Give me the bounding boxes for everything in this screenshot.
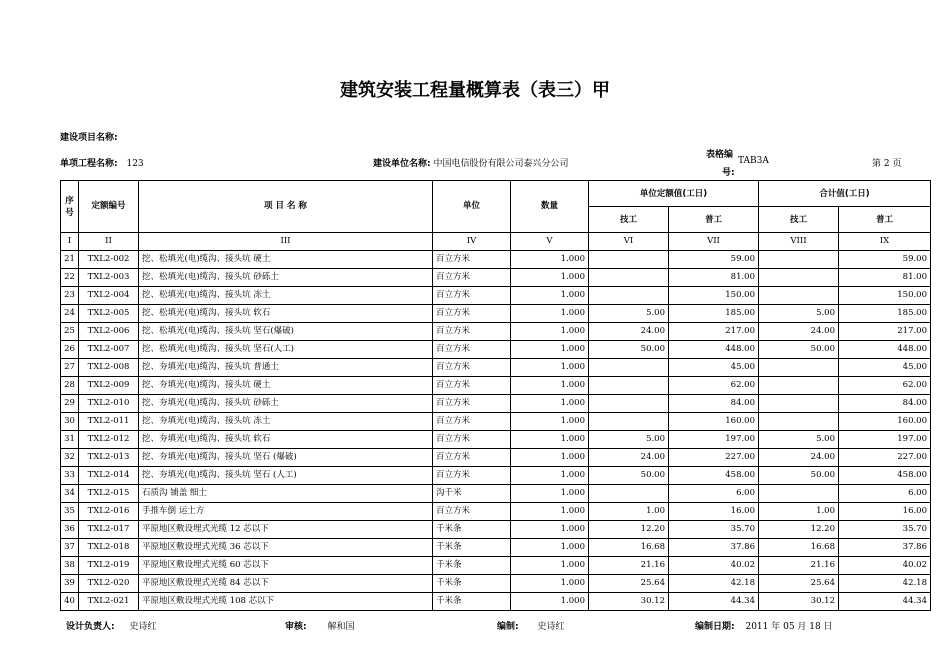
roman-cell: VI (589, 233, 669, 251)
row-item-name: 挖、松填光(电)缆沟、接头坑 硬土 (139, 251, 433, 269)
row-item-name: 挖、松填光(电)缆沟、接头坑 坚石(人工) (139, 341, 433, 359)
header-unit: 单位 (433, 181, 511, 233)
row-unit-general: 448.00 (669, 341, 759, 359)
header-total-general: 普工 (839, 207, 931, 233)
row-total-general: 217.00 (839, 323, 931, 341)
row-total-general: 6.00 (839, 485, 931, 503)
row-unit: 百立方米 (433, 323, 511, 341)
row-qty: 1.000 (511, 359, 589, 377)
row-qty: 1.000 (511, 287, 589, 305)
row-unit-tech (589, 287, 669, 305)
row-seq: 27 (61, 359, 79, 377)
header-total-tech: 技工 (759, 207, 839, 233)
row-item-name: 平原地区敷设埋式光缆 12 芯以下 (139, 521, 433, 539)
footer-date (695, 619, 833, 632)
sub-project-value: 123 (126, 159, 144, 169)
row-code: TXL2-016 (79, 503, 139, 521)
row-item-name: 挖、夯填光(电)缆沟、接头坑 普通土 (139, 359, 433, 377)
table-row (61, 395, 931, 413)
row-item-name: 平原地区敷设埋式光缆 84 芯以下 (139, 575, 433, 593)
row-seq: 38 (61, 557, 79, 575)
table-row (61, 521, 931, 539)
date-value: 2011 年 05 月 18 日 (745, 622, 833, 632)
row-code: TXL2-019 (79, 557, 139, 575)
header-code: 定额编号 (79, 181, 139, 233)
row-total-tech (759, 269, 839, 287)
row-code: TXL2-006 (79, 323, 139, 341)
row-code: TXL2-002 (79, 251, 139, 269)
row-item-name: 挖、夯填光(电)缆沟、接头坑 冻土 (139, 413, 433, 431)
row-total-tech: 25.64 (759, 575, 839, 593)
row-item-name: 挖、夯填光(电)缆沟、接头坑 软石 (139, 431, 433, 449)
header-seq-line2: 号 (65, 207, 74, 218)
row-code: TXL2-004 (79, 287, 139, 305)
row-seq: 37 (61, 539, 79, 557)
row-total-tech: 1.00 (759, 503, 839, 521)
roman-cell: V (511, 233, 589, 251)
row-total-tech (759, 395, 839, 413)
row-total-general: 59.00 (839, 251, 931, 269)
date-label: 编制日期: (695, 622, 735, 632)
row-unit-tech: 1.00 (589, 503, 669, 521)
row-item-name: 挖、夯填光(电)缆沟、接头坑 坚石 (人工) (139, 467, 433, 485)
row-unit: 千米条 (433, 575, 511, 593)
estimate-table (60, 180, 931, 611)
row-unit-general: 16.00 (669, 503, 759, 521)
row-unit: 沟千米 (433, 485, 511, 503)
row-code: TXL2-005 (79, 305, 139, 323)
row-unit: 百立方米 (433, 341, 511, 359)
row-qty: 1.000 (511, 323, 589, 341)
editor-label: 编制: (497, 622, 519, 632)
row-unit: 百立方米 (433, 413, 511, 431)
row-item-name: 手推车倒 运土方 (139, 503, 433, 521)
row-total-tech (759, 251, 839, 269)
row-seq: 35 (61, 503, 79, 521)
row-unit-general: 81.00 (669, 269, 759, 287)
row-unit-general: 42.18 (669, 575, 759, 593)
row-total-tech: 24.00 (759, 449, 839, 467)
table-row (61, 485, 931, 503)
form-no-label-line2: 号: (722, 168, 735, 178)
row-unit: 千米条 (433, 593, 511, 611)
row-total-tech (759, 485, 839, 503)
header-unit-tech: 技工 (589, 207, 669, 233)
roman-row (61, 233, 931, 251)
row-total-tech (759, 413, 839, 431)
row-total-tech: 50.00 (759, 467, 839, 485)
row-unit-tech (589, 485, 669, 503)
row-total-tech: 24.00 (759, 323, 839, 341)
row-unit: 百立方米 (433, 503, 511, 521)
row-total-general: 185.00 (839, 305, 931, 323)
table-row (61, 503, 931, 521)
row-total-tech: 30.12 (759, 593, 839, 611)
table-row (61, 341, 931, 359)
row-total-tech: 50.00 (759, 341, 839, 359)
row-seq: 36 (61, 521, 79, 539)
header-total-value: 合计值(工日) (759, 181, 931, 207)
row-seq: 26 (61, 341, 79, 359)
row-seq: 34 (61, 485, 79, 503)
row-seq: 32 (61, 449, 79, 467)
row-qty: 1.000 (511, 431, 589, 449)
row-qty: 1.000 (511, 575, 589, 593)
form-no-label-line1: 表格编 (706, 150, 734, 160)
header-unit-general: 普工 (669, 207, 759, 233)
row-unit: 百立方米 (433, 431, 511, 449)
row-total-general: 37.86 (839, 539, 931, 557)
row-seq: 24 (61, 305, 79, 323)
row-unit-tech: 24.00 (589, 449, 669, 467)
builder-value: 中国电信股份有限公司泰兴分公司 (433, 159, 569, 169)
row-qty: 1.000 (511, 539, 589, 557)
header-item: 项 目 名 称 (139, 181, 433, 233)
row-code: TXL2-015 (79, 485, 139, 503)
row-qty: 1.000 (511, 557, 589, 575)
reviewer-value: 解和国 (327, 622, 355, 632)
reviewer-label: 审核: (285, 622, 307, 632)
row-item-name: 平原地区敷设埋式光缆 108 芯以下 (139, 593, 433, 611)
row-unit: 百立方米 (433, 305, 511, 323)
roman-cell: IV (433, 233, 511, 251)
row-item-name: 挖、松填光(电)缆沟、接头坑 软石 (139, 305, 433, 323)
sub-project-label: 单项工程名称: (60, 159, 118, 169)
row-unit-general: 150.00 (669, 287, 759, 305)
footer-editor (497, 619, 565, 632)
row-unit: 百立方米 (433, 377, 511, 395)
row-code: TXL2-008 (79, 359, 139, 377)
row-unit-tech: 21.16 (589, 557, 669, 575)
row-seq: 22 (61, 269, 79, 287)
table-row (61, 287, 931, 305)
table-row (61, 467, 931, 485)
row-qty: 1.000 (511, 449, 589, 467)
builder-label: 建设单位名称: (373, 159, 431, 169)
row-unit-general: 44.34 (669, 593, 759, 611)
row-unit-tech (589, 359, 669, 377)
row-code: TXL2-011 (79, 413, 139, 431)
row-unit-general: 84.00 (669, 395, 759, 413)
row-qty: 1.000 (511, 305, 589, 323)
row-unit: 百立方米 (433, 251, 511, 269)
form-no-value: TAB3A (738, 156, 769, 166)
row-unit-general: 185.00 (669, 305, 759, 323)
row-item-name: 挖、松填光(电)缆沟、接头坑 冻土 (139, 287, 433, 305)
editor-value: 史诗红 (537, 622, 565, 632)
table-row (61, 557, 931, 575)
row-unit: 百立方米 (433, 359, 511, 377)
row-item-name: 挖、夯填光(电)缆沟、接头坑 砂砾土 (139, 395, 433, 413)
row-unit-tech: 30.12 (589, 593, 669, 611)
row-unit-tech: 50.00 (589, 467, 669, 485)
row-item-name: 挖、松填光(电)缆沟、接头坑 坚石(爆破) (139, 323, 433, 341)
row-total-general: 160.00 (839, 413, 931, 431)
row-qty: 1.000 (511, 269, 589, 287)
row-seq: 40 (61, 593, 79, 611)
row-total-tech: 12.20 (759, 521, 839, 539)
row-seq: 33 (61, 467, 79, 485)
row-unit-general: 35.70 (669, 521, 759, 539)
table-row (61, 413, 931, 431)
table-row (61, 593, 931, 611)
row-total-general: 45.00 (839, 359, 931, 377)
table-row (61, 575, 931, 593)
row-seq: 31 (61, 431, 79, 449)
page-number: 第 2 页 (872, 159, 902, 169)
row-code: TXL2-014 (79, 467, 139, 485)
row-qty: 1.000 (511, 521, 589, 539)
row-unit-general: 45.00 (669, 359, 759, 377)
header-seq (61, 181, 79, 233)
row-unit-tech (589, 413, 669, 431)
roman-cell: I (61, 233, 79, 251)
row-unit-general: 40.02 (669, 557, 759, 575)
row-unit-tech: 16.68 (589, 539, 669, 557)
roman-cell: III (139, 233, 433, 251)
row-qty: 1.000 (511, 377, 589, 395)
row-unit-tech: 5.00 (589, 305, 669, 323)
row-seq: 25 (61, 323, 79, 341)
row-total-general: 81.00 (839, 269, 931, 287)
row-total-general: 44.34 (839, 593, 931, 611)
row-qty: 1.000 (511, 251, 589, 269)
row-unit-tech: 12.20 (589, 521, 669, 539)
row-unit-tech: 5.00 (589, 431, 669, 449)
page-title: 建筑安装工程量概算表（表三）甲 (340, 80, 610, 101)
footer-designer (66, 619, 157, 632)
footer-reviewer (285, 619, 355, 632)
row-total-tech: 5.00 (759, 305, 839, 323)
row-unit-general: 197.00 (669, 431, 759, 449)
row-seq: 29 (61, 395, 79, 413)
table-row (61, 269, 931, 287)
row-item-name: 挖、夯填光(电)缆沟、接头坑 硬土 (139, 377, 433, 395)
row-seq: 23 (61, 287, 79, 305)
row-total-general: 197.00 (839, 431, 931, 449)
row-code: TXL2-010 (79, 395, 139, 413)
row-code: TXL2-009 (79, 377, 139, 395)
row-total-general: 227.00 (839, 449, 931, 467)
row-total-general: 42.18 (839, 575, 931, 593)
row-qty: 1.000 (511, 413, 589, 431)
row-unit-tech: 25.64 (589, 575, 669, 593)
roman-cell: IX (839, 233, 931, 251)
header-unit-value: 单位定额值(工日) (589, 181, 759, 207)
designer-label: 设计负责人: (66, 622, 115, 632)
row-qty: 1.000 (511, 395, 589, 413)
row-total-tech: 16.68 (759, 539, 839, 557)
table-row (61, 305, 931, 323)
table-row (61, 449, 931, 467)
table-row (61, 251, 931, 269)
row-total-general: 35.70 (839, 521, 931, 539)
row-code: TXL2-017 (79, 521, 139, 539)
row-unit: 百立方米 (433, 449, 511, 467)
sub-project-row (60, 156, 144, 169)
row-code: TXL2-007 (79, 341, 139, 359)
row-code: TXL2-018 (79, 539, 139, 557)
project-name-row (60, 130, 118, 143)
row-code: TXL2-003 (79, 269, 139, 287)
row-unit-tech (589, 269, 669, 287)
row-total-general: 84.00 (839, 395, 931, 413)
row-item-name: 石质沟 铺盖 细土 (139, 485, 433, 503)
row-item-name: 平原地区敷设埋式光缆 36 芯以下 (139, 539, 433, 557)
row-unit: 千米条 (433, 521, 511, 539)
roman-cell: VII (669, 233, 759, 251)
row-unit-general: 227.00 (669, 449, 759, 467)
row-unit: 千米条 (433, 539, 511, 557)
row-total-tech (759, 377, 839, 395)
project-name-label: 建设项目名称: (60, 133, 118, 143)
row-unit-general: 458.00 (669, 467, 759, 485)
row-seq: 39 (61, 575, 79, 593)
row-total-tech: 21.16 (759, 557, 839, 575)
row-unit: 百立方米 (433, 395, 511, 413)
row-seq: 21 (61, 251, 79, 269)
row-seq: 28 (61, 377, 79, 395)
row-total-tech (759, 287, 839, 305)
row-unit-tech (589, 395, 669, 413)
row-unit-general: 160.00 (669, 413, 759, 431)
row-unit: 百立方米 (433, 269, 511, 287)
designer-value: 史诗红 (129, 622, 157, 632)
row-code: TXL2-021 (79, 593, 139, 611)
row-qty: 1.000 (511, 485, 589, 503)
row-total-tech (759, 359, 839, 377)
row-unit-general: 37.86 (669, 539, 759, 557)
row-unit-general: 217.00 (669, 323, 759, 341)
row-unit: 百立方米 (433, 467, 511, 485)
roman-cell: VIII (759, 233, 839, 251)
row-code: TXL2-012 (79, 431, 139, 449)
row-unit-general: 59.00 (669, 251, 759, 269)
table-row (61, 323, 931, 341)
row-unit-tech (589, 377, 669, 395)
row-unit: 百立方米 (433, 287, 511, 305)
row-unit-general: 6.00 (669, 485, 759, 503)
row-seq: 30 (61, 413, 79, 431)
header-seq-line1: 序 (65, 195, 74, 206)
row-unit-general: 62.00 (669, 377, 759, 395)
row-code: TXL2-020 (79, 575, 139, 593)
row-total-tech: 5.00 (759, 431, 839, 449)
row-code: TXL2-013 (79, 449, 139, 467)
row-total-general: 458.00 (839, 467, 931, 485)
row-qty: 1.000 (511, 593, 589, 611)
table-row (61, 539, 931, 557)
row-unit-tech: 24.00 (589, 323, 669, 341)
row-total-general: 448.00 (839, 341, 931, 359)
table-row (61, 431, 931, 449)
row-unit-tech: 50.00 (589, 341, 669, 359)
row-total-general: 40.02 (839, 557, 931, 575)
roman-cell: II (79, 233, 139, 251)
row-item-name: 平原地区敷设埋式光缆 60 芯以下 (139, 557, 433, 575)
table-row (61, 359, 931, 377)
row-total-general: 16.00 (839, 503, 931, 521)
row-qty: 1.000 (511, 467, 589, 485)
row-total-general: 62.00 (839, 377, 931, 395)
row-qty: 1.000 (511, 503, 589, 521)
row-qty: 1.000 (511, 341, 589, 359)
row-unit-tech (589, 251, 669, 269)
row-total-general: 150.00 (839, 287, 931, 305)
header-qty: 数量 (511, 181, 589, 233)
table-row (61, 377, 931, 395)
row-unit: 千米条 (433, 557, 511, 575)
row-item-name: 挖、松填光(电)缆沟、接头坑 砂砾土 (139, 269, 433, 287)
builder-row (373, 156, 569, 169)
row-item-name: 挖、夯填光(电)缆沟、接头坑 坚石 (爆破) (139, 449, 433, 467)
